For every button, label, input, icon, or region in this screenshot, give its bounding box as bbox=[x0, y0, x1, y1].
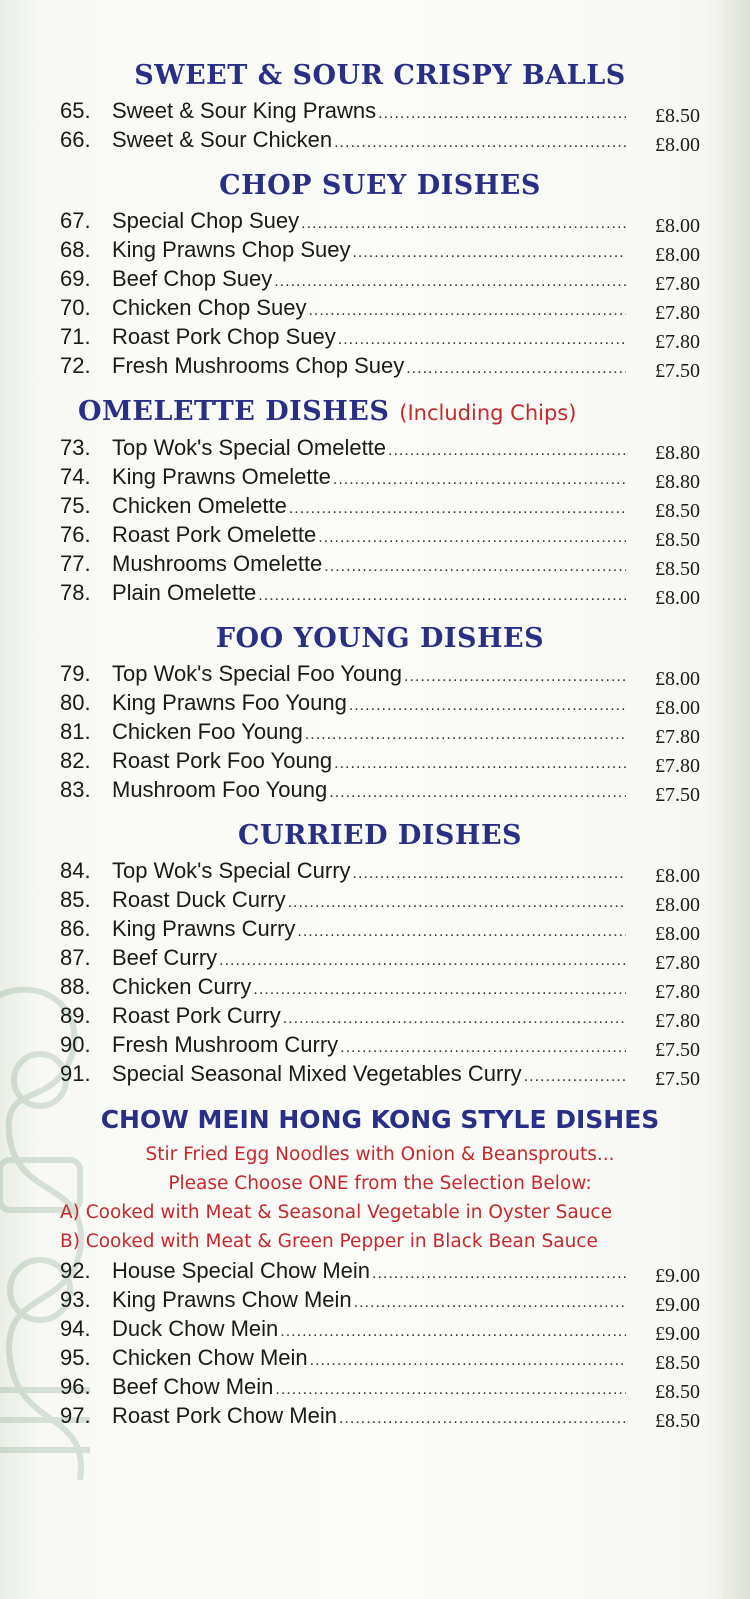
item-price: £8.80 bbox=[655, 471, 700, 493]
item-number: 73. bbox=[60, 435, 91, 460]
item-price: £8.50 bbox=[655, 1352, 700, 1374]
item-number: 81. bbox=[60, 719, 91, 744]
item-number: 97. bbox=[60, 1403, 91, 1428]
section-heading: SWEET & SOUR CRISPY BALLS bbox=[134, 60, 626, 91]
item-number: 65. bbox=[60, 98, 91, 123]
leader-dots bbox=[339, 1404, 626, 1433]
item-number: 89. bbox=[60, 1003, 91, 1028]
menu-item bbox=[60, 943, 700, 972]
item-price: £7.80 bbox=[655, 273, 700, 295]
leader-dots bbox=[329, 778, 626, 807]
leader-dots bbox=[334, 749, 626, 778]
leader-dots bbox=[406, 354, 626, 383]
leader-dots bbox=[324, 552, 626, 581]
leader-dots bbox=[349, 691, 626, 720]
item-number: 88. bbox=[60, 974, 91, 999]
menu-item bbox=[60, 578, 700, 607]
item-number: 86. bbox=[60, 916, 91, 941]
item-price: £8.80 bbox=[655, 442, 700, 464]
item-name: Plain Omelette bbox=[112, 580, 257, 605]
item-name: Chicken Omelette bbox=[112, 493, 287, 518]
section-omelette bbox=[60, 394, 700, 607]
item-name: King Prawns Chow Mein bbox=[112, 1287, 352, 1312]
leader-dots bbox=[310, 1346, 626, 1375]
item-price: £8.50 bbox=[655, 1381, 700, 1403]
leader-dots bbox=[280, 1317, 626, 1346]
item-price: £9.00 bbox=[655, 1323, 700, 1345]
page-edge-strip bbox=[722, 0, 750, 1599]
item-number: 93. bbox=[60, 1287, 91, 1312]
item-number: 96. bbox=[60, 1374, 91, 1399]
menu-item bbox=[60, 914, 700, 943]
item-price: £8.50 bbox=[655, 500, 700, 522]
item-price: £7.80 bbox=[655, 331, 700, 353]
leader-dots bbox=[258, 581, 626, 610]
leader-dots bbox=[305, 720, 626, 749]
menu-item bbox=[60, 972, 700, 1001]
menu-item bbox=[60, 659, 700, 688]
section-heading: CHOP SUEY DISHES bbox=[219, 170, 541, 201]
item-name: Chicken Curry bbox=[112, 974, 252, 999]
menu-content bbox=[60, 58, 700, 1444]
item-number: 75. bbox=[60, 493, 91, 518]
item-price: £8.00 bbox=[655, 587, 700, 609]
item-number: 94. bbox=[60, 1316, 91, 1341]
item-name: Mushrooms Omelette bbox=[112, 551, 323, 576]
leader-dots bbox=[253, 975, 626, 1004]
menu-item bbox=[60, 1343, 700, 1372]
item-name: House Special Chow Mein bbox=[112, 1258, 371, 1283]
section-heading bbox=[60, 394, 700, 431]
section-subline: Please Choose ONE from the Selection Below: bbox=[168, 1173, 592, 1194]
item-price: £8.00 bbox=[655, 668, 700, 690]
item-price: £8.00 bbox=[655, 697, 700, 719]
menu-item-list bbox=[60, 206, 700, 380]
item-number: 71. bbox=[60, 324, 91, 349]
menu-item bbox=[60, 206, 700, 235]
item-price: £7.80 bbox=[655, 302, 700, 324]
item-price: £7.80 bbox=[655, 726, 700, 748]
item-price: £8.00 bbox=[655, 865, 700, 887]
item-number: 84. bbox=[60, 858, 91, 883]
item-price: £7.50 bbox=[655, 360, 700, 382]
item-name: King Prawns Omelette bbox=[112, 464, 331, 489]
item-name: Sweet & Sour Chicken bbox=[112, 127, 333, 152]
leader-dots bbox=[288, 888, 626, 917]
item-name: Chicken Chop Suey bbox=[112, 295, 307, 320]
leader-dots bbox=[404, 662, 626, 691]
item-name: Roast Pork Foo Young bbox=[112, 748, 333, 773]
item-price: £7.50 bbox=[655, 784, 700, 806]
item-name: Top Wok's Special Foo Young bbox=[112, 661, 402, 686]
section-chop-suey bbox=[60, 168, 700, 380]
menu-item bbox=[60, 462, 700, 491]
menu-item bbox=[60, 1030, 700, 1059]
item-name: Sweet & Sour King Prawns bbox=[112, 98, 377, 123]
menu-item bbox=[60, 1285, 700, 1314]
item-number: 77. bbox=[60, 551, 91, 576]
item-price: £8.00 bbox=[655, 894, 700, 916]
item-price: £7.80 bbox=[655, 1010, 700, 1032]
item-price: £9.00 bbox=[655, 1265, 700, 1287]
item-number: 82. bbox=[60, 748, 91, 773]
menu-item bbox=[60, 856, 700, 885]
leader-dots bbox=[524, 1062, 626, 1091]
item-name: Roast Duck Curry bbox=[112, 887, 286, 912]
menu-item bbox=[60, 1001, 700, 1030]
menu-item bbox=[60, 1256, 700, 1285]
leader-dots bbox=[352, 238, 626, 267]
item-number: 83. bbox=[60, 777, 91, 802]
leader-dots bbox=[353, 859, 626, 888]
leader-dots bbox=[333, 465, 626, 494]
item-price: £7.50 bbox=[655, 1039, 700, 1061]
item-price: £8.00 bbox=[655, 244, 700, 266]
item-price: £7.80 bbox=[655, 981, 700, 1003]
section-heading-title: OMELETTE DISHES bbox=[78, 396, 390, 427]
menu-item bbox=[60, 1401, 700, 1430]
menu-item bbox=[60, 1372, 700, 1401]
menu-item bbox=[60, 125, 700, 154]
menu-item-list bbox=[60, 96, 700, 154]
item-price: £9.00 bbox=[655, 1294, 700, 1316]
menu-item bbox=[60, 885, 700, 914]
menu-item bbox=[60, 717, 700, 746]
item-name: Roast Pork Chop Suey bbox=[112, 324, 336, 349]
item-number: 87. bbox=[60, 945, 91, 970]
menu-item bbox=[60, 351, 700, 380]
leader-dots bbox=[301, 209, 626, 238]
section-heading-note: (Including Chips) bbox=[399, 401, 577, 425]
menu-item bbox=[60, 96, 700, 125]
leader-dots bbox=[372, 1259, 626, 1288]
item-price: £7.80 bbox=[655, 952, 700, 974]
item-name: Beef Chow Mein bbox=[112, 1374, 274, 1399]
item-price: £8.50 bbox=[655, 558, 700, 580]
menu-item-list bbox=[60, 856, 700, 1088]
item-name: Roast Pork Curry bbox=[112, 1003, 281, 1028]
item-number: 80. bbox=[60, 690, 91, 715]
item-number: 79. bbox=[60, 661, 91, 686]
item-number: 70. bbox=[60, 295, 91, 320]
leader-dots bbox=[354, 1288, 626, 1317]
item-price: £7.50 bbox=[655, 1068, 700, 1090]
item-number: 72. bbox=[60, 353, 91, 378]
item-number: 85. bbox=[60, 887, 91, 912]
menu-item bbox=[60, 264, 700, 293]
menu-item bbox=[60, 433, 700, 462]
section-subline: B) Cooked with Meat & Green Pepper in Black Bean Sauce bbox=[60, 1231, 598, 1252]
item-number: 92. bbox=[60, 1258, 91, 1283]
item-price: £8.50 bbox=[655, 1410, 700, 1432]
item-number: 90. bbox=[60, 1032, 91, 1057]
menu-item bbox=[60, 293, 700, 322]
item-name: Roast Pork Omelette bbox=[112, 522, 317, 547]
item-name: Chicken Foo Young bbox=[112, 719, 303, 744]
item-name: Fresh Mushroom Curry bbox=[112, 1032, 339, 1057]
item-price: £8.50 bbox=[655, 105, 700, 127]
item-number: 74. bbox=[60, 464, 91, 489]
leader-dots bbox=[219, 946, 626, 975]
item-name: Top Wok's Special Curry bbox=[112, 858, 351, 883]
section-heading: CHOW MEIN HONG KONG STYLE DISHES bbox=[100, 1105, 660, 1134]
menu-item bbox=[60, 1314, 700, 1343]
item-name: Special Seasonal Mixed Vegetables Curry bbox=[112, 1061, 522, 1086]
item-price: £7.80 bbox=[655, 755, 700, 777]
menu-item bbox=[60, 322, 700, 351]
menu-item-list bbox=[60, 659, 700, 804]
item-name: Duck Chow Mein bbox=[112, 1316, 279, 1341]
section-heading: CURRIED DISHES bbox=[237, 820, 523, 851]
menu-item bbox=[60, 491, 700, 520]
item-price: £8.50 bbox=[655, 529, 700, 551]
leader-dots bbox=[297, 917, 626, 946]
section-chow-mein bbox=[60, 1102, 700, 1430]
menu-item bbox=[60, 235, 700, 264]
leader-dots bbox=[378, 99, 626, 128]
menu-item bbox=[60, 549, 700, 578]
item-price: £8.00 bbox=[655, 923, 700, 945]
item-number: 68. bbox=[60, 237, 91, 262]
item-number: 67. bbox=[60, 208, 91, 233]
item-price: £8.00 bbox=[655, 215, 700, 237]
leader-dots bbox=[338, 325, 626, 354]
section-sweet-sour bbox=[60, 58, 700, 154]
menu-item-list bbox=[60, 1256, 700, 1430]
item-number: 66. bbox=[60, 127, 91, 152]
item-number: 95. bbox=[60, 1345, 91, 1370]
leader-dots bbox=[334, 128, 626, 157]
leader-dots bbox=[318, 523, 626, 552]
item-number: 78. bbox=[60, 580, 91, 605]
item-number: 69. bbox=[60, 266, 91, 291]
item-number: 76. bbox=[60, 522, 91, 547]
item-name: Special Chop Suey bbox=[112, 208, 300, 233]
leader-dots bbox=[289, 494, 626, 523]
item-name: Beef Chop Suey bbox=[112, 266, 273, 291]
section-heading: FOO YOUNG DISHES bbox=[215, 623, 545, 654]
leader-dots bbox=[388, 436, 626, 465]
leader-dots bbox=[275, 1375, 626, 1404]
leader-dots bbox=[340, 1033, 626, 1062]
menu-item bbox=[60, 775, 700, 804]
leader-dots bbox=[274, 267, 626, 296]
item-name: Beef Curry bbox=[112, 945, 218, 970]
item-name: Roast Pork Chow Mein bbox=[112, 1403, 337, 1428]
section-subline: A) Cooked with Meat & Seasonal Vegetable in Oyster Sauce bbox=[60, 1202, 612, 1223]
menu-item bbox=[60, 1059, 700, 1088]
menu-item-list bbox=[60, 433, 700, 607]
leader-dots bbox=[283, 1004, 626, 1033]
item-price: £8.00 bbox=[655, 134, 700, 156]
section-foo-young bbox=[60, 621, 700, 804]
section-curried bbox=[60, 818, 700, 1088]
menu-item bbox=[60, 520, 700, 549]
item-name: Fresh Mushrooms Chop Suey bbox=[112, 353, 405, 378]
menu-item bbox=[60, 746, 700, 775]
item-name: Chicken Chow Mein bbox=[112, 1345, 308, 1370]
section-subline: Stir Fried Egg Noodles with Onion & Beansprouts... bbox=[145, 1144, 615, 1165]
item-name: King Prawns Foo Young bbox=[112, 690, 347, 715]
item-name: Top Wok's Special Omelette bbox=[112, 435, 387, 460]
item-name: King Prawns Curry bbox=[112, 916, 296, 941]
item-name: Mushroom Foo Young bbox=[112, 777, 328, 802]
menu-item bbox=[60, 688, 700, 717]
item-name: King Prawns Chop Suey bbox=[112, 237, 351, 262]
leader-dots bbox=[308, 296, 626, 325]
item-number: 91. bbox=[60, 1061, 91, 1086]
